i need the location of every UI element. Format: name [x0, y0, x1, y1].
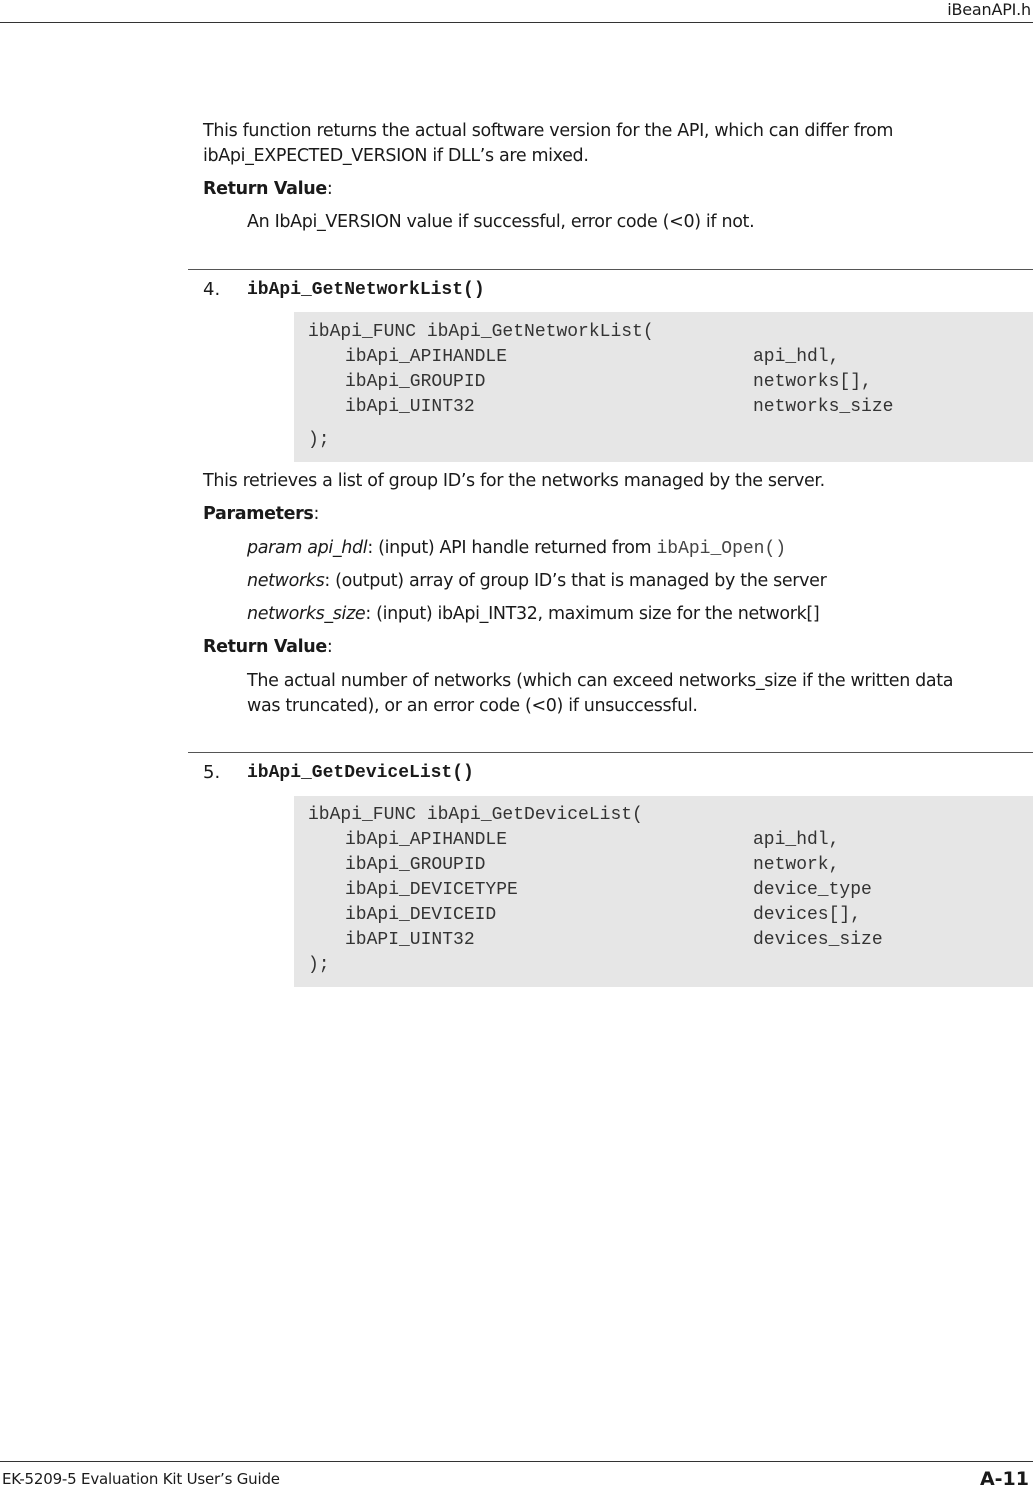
item-number: 5.: [203, 762, 221, 783]
code-param-name: network,: [753, 855, 840, 875]
header-divider: [0, 22, 1033, 23]
colon: :: [326, 179, 333, 199]
intro-description-line2: ibApi_EXPECTED_VERSION if DLL’s are mixed.: [203, 146, 589, 166]
param-name: networks: [247, 571, 325, 591]
return-value-label: Return Value: [203, 179, 327, 199]
param-networks-size: [247, 602, 819, 627]
param-description: : (output) array of group ID’s that is managed by the server: [324, 571, 827, 591]
code-signature: ibApi_FUNC ibApi_GetNetworkList(: [308, 322, 654, 342]
intro-return-heading: [203, 177, 332, 202]
inline-code: ibApi_Open(): [656, 539, 787, 559]
code-param-name: devices_size: [753, 930, 883, 950]
code-close: );: [308, 430, 330, 450]
code-param-type: ibApi_APIHANDLE: [345, 347, 508, 367]
section-divider: [188, 269, 1033, 270]
function-name: ibApi_GetNetworkList(): [247, 280, 485, 300]
footer-divider: [0, 1461, 1033, 1462]
param-name: networks_size: [247, 604, 366, 624]
footer-guide-title: EK-5209-5 Evaluation Kit User’s Guide: [2, 1470, 280, 1488]
colon: :: [313, 504, 320, 524]
parameters-label: Parameters: [203, 504, 314, 524]
param-api-hdl: [247, 536, 786, 562]
param-name: param api_hdl: [247, 538, 368, 558]
code-param-type: ibApi_DEVICETYPE: [345, 880, 518, 900]
return-value-label: Return Value: [203, 637, 327, 657]
item4-return-heading: [203, 635, 332, 660]
code-param-name: networks[],: [753, 372, 872, 392]
code-param-type: ibAPI_UINT32: [345, 930, 475, 950]
code-param-type: ibApi_UINT32: [345, 397, 475, 417]
parameters-heading: [203, 502, 319, 527]
code-param-type: ibApi_DEVICEID: [345, 905, 497, 925]
code-param-name: networks_size: [753, 397, 894, 417]
code-param-type: ibApi_APIHANDLE: [345, 830, 508, 850]
param-networks: [247, 569, 826, 594]
code-param-type: ibApi_GROUPID: [345, 372, 486, 392]
code-block: [294, 312, 1033, 462]
item-number: 4.: [203, 279, 221, 300]
page-number: A-11: [979, 1468, 1029, 1490]
item4-return-line2: was truncated), or an error code (<0) if unsuccessful.: [247, 696, 698, 716]
item4-description: This retrieves a list of group ID’s for the networks managed by the server.: [203, 471, 825, 491]
intro-return-text: An IbApi_VERSION value if successful, error code (<0) if not.: [247, 212, 755, 232]
colon: :: [326, 637, 333, 657]
code-param-name: api_hdl,: [753, 347, 840, 367]
intro-description-line1: This function returns the actual software version for the API, which can differ from: [203, 121, 894, 141]
code-signature: ibApi_FUNC ibApi_GetDeviceList(: [308, 805, 643, 825]
code-param-name: devices[],: [753, 905, 862, 925]
function-name: ibApi_GetDeviceList(): [247, 763, 474, 783]
section-divider: [188, 752, 1033, 753]
param-description: : (input) API handle returned from: [367, 538, 657, 558]
item4-return-line1: The actual number of networks (which can exceed networks_size if the written data: [247, 671, 954, 691]
code-block: [294, 796, 1033, 987]
code-param-name: api_hdl,: [753, 830, 840, 850]
running-header-title: iBeanAPI.h: [947, 0, 1031, 19]
code-param-name: device_type: [753, 880, 872, 900]
code-close: );: [308, 955, 330, 975]
param-description: : (input) ibApi_INT32, maximum size for the network[]: [365, 604, 820, 624]
code-param-type: ibApi_GROUPID: [345, 855, 486, 875]
